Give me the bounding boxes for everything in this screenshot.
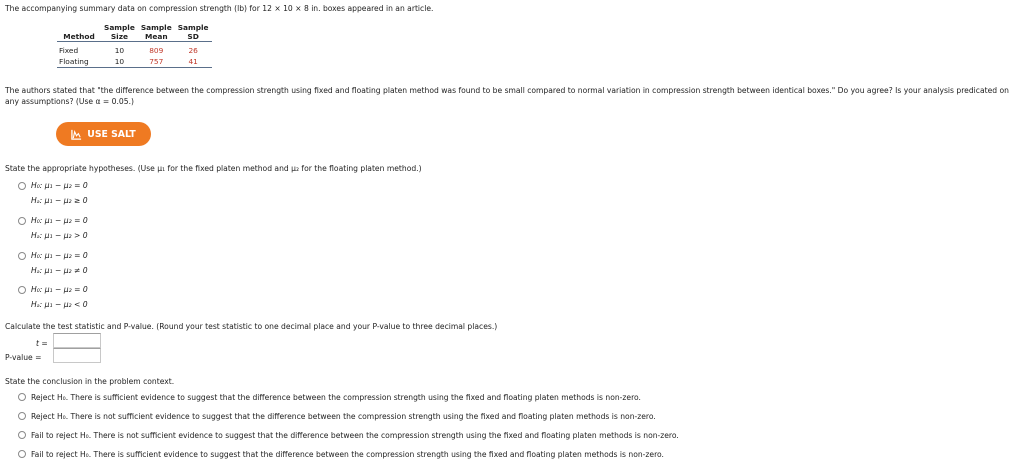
hypothesis-radio-3[interactable] xyxy=(18,252,26,260)
conclusion-option-2: Reject H₀. There is not sufficient evidence to suggest that the difference between the compression strength using the fixed and floating platen methods is non-zero. xyxy=(31,412,656,421)
conclusion-radio-2[interactable] xyxy=(18,412,26,420)
col-header-mean: Sample Mean xyxy=(140,23,172,41)
summary-table xyxy=(57,24,212,68)
hypothesis-2-ha: Hₐ: μ₁ − μ₂ > 0 xyxy=(31,231,88,240)
conclusion-option-1: Reject H₀. There is sufficient evidence to suggest that the difference between the compression strength using the fixed and floating platen methods is non-zero. xyxy=(31,393,641,402)
conclusion-radio-1[interactable] xyxy=(18,393,26,401)
hypotheses-prompt: State the appropriate hypotheses. (Use μ₁ for the fixed platen method and μ₂ for the floating platen method.) xyxy=(5,164,422,173)
hypothesis-radio-4[interactable] xyxy=(18,286,26,294)
hypothesis-radio-2[interactable] xyxy=(18,217,26,225)
p-value-input[interactable] xyxy=(53,348,101,363)
p-value-label: P-value = xyxy=(5,353,42,362)
cell-method: Fixed xyxy=(59,45,79,55)
cell-mean: 757 xyxy=(149,56,164,66)
cell-sd: 41 xyxy=(188,56,198,66)
use-salt-label: USE SALT xyxy=(87,128,136,140)
hypothesis-3-h0: H₀: μ₁ − μ₂ = 0 xyxy=(31,251,88,260)
intro-text: The accompanying summary data on compression strength (lb) for 12 × 10 × 8 in. boxes appeared in an article. xyxy=(5,4,434,13)
conclusion-radio-3[interactable] xyxy=(18,431,26,439)
question-paragraph: The authors stated that "the difference between the compression strength using fixed and floating platen method was found to be small compared to normal variation in compression strength between identical boxes." Do you agree? Is your analysis predicated on any assumptions? (Use α = 0.05.) xyxy=(5,86,1009,106)
cell-size: 10 xyxy=(114,45,125,55)
t-statistic-input[interactable] xyxy=(53,333,101,348)
cell-mean: 809 xyxy=(149,45,164,55)
hypothesis-1-ha: Hₐ: μ₁ − μ₂ ≥ 0 xyxy=(31,196,88,205)
conclusion-radio-4[interactable] xyxy=(18,450,26,458)
cell-size: 10 xyxy=(114,56,125,66)
calc-prompt: Calculate the test statistic and P-value. (Round your test statistic to one decimal place and your P-value to three decimal places.) xyxy=(5,322,498,331)
col-header-method: Method xyxy=(63,31,95,41)
table-header-row xyxy=(57,24,212,42)
cell-sd: 26 xyxy=(188,45,198,55)
hypothesis-3-ha: Hₐ: μ₁ − μ₂ ≠ 0 xyxy=(31,266,88,275)
chart-icon xyxy=(71,129,82,140)
use-salt-button[interactable] xyxy=(56,122,151,146)
t-label: t = xyxy=(36,339,48,348)
col-header-size: Sample Size xyxy=(104,23,135,41)
conclusion-option-3: Fail to reject H₀. There is not sufficient evidence to suggest that the difference between the compression strength using the fixed and floating platen methods is non-zero. xyxy=(31,431,679,440)
conclusion-prompt: State the conclusion in the problem context. xyxy=(5,377,175,386)
hypothesis-2-h0: H₀: μ₁ − μ₂ = 0 xyxy=(31,216,88,225)
hypothesis-1-h0: H₀: μ₁ − μ₂ = 0 xyxy=(31,181,88,190)
hypothesis-4-ha: Hₐ: μ₁ − μ₂ < 0 xyxy=(31,300,88,309)
table-row xyxy=(57,56,212,68)
conclusion-option-4: Fail to reject H₀. There is sufficient evidence to suggest that the difference between the compression strength using the fixed and floating platen methods is non-zero. xyxy=(31,450,664,459)
hypothesis-4-h0: H₀: μ₁ − μ₂ = 0 xyxy=(31,285,88,294)
table-row xyxy=(57,42,212,56)
hypothesis-radio-1[interactable] xyxy=(18,182,26,190)
cell-method: Floating xyxy=(59,56,89,66)
col-header-sd: Sample SD xyxy=(177,23,209,41)
